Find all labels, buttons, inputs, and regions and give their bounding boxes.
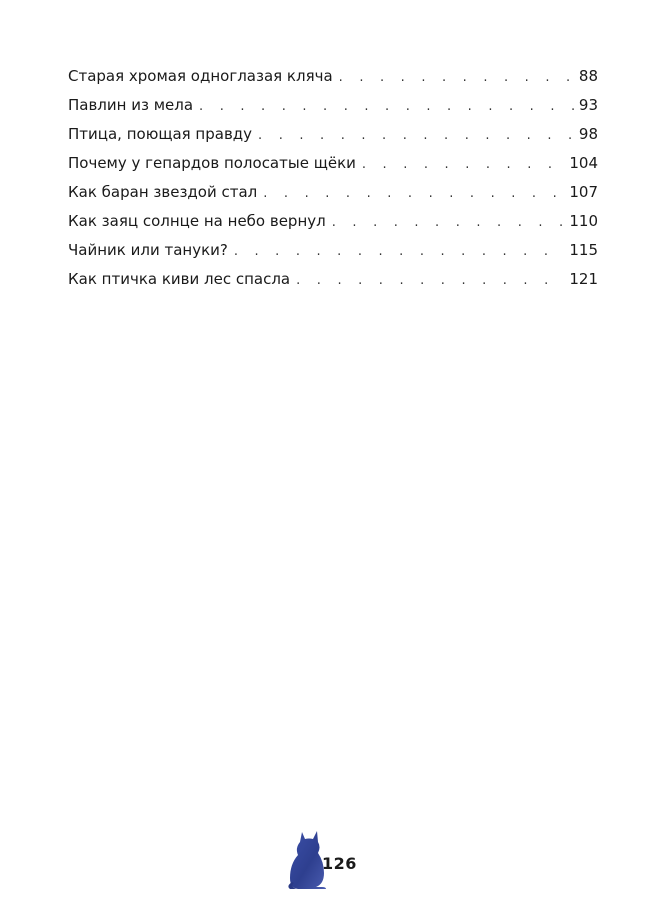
page-number: 126 [322, 854, 357, 873]
toc-dot-leader [199, 92, 575, 121]
toc-dot-leader [296, 266, 565, 295]
toc-dot-leader [263, 179, 565, 208]
toc-entry [68, 207, 598, 236]
toc-entry [68, 91, 598, 120]
toc-dot-leader [234, 237, 566, 266]
toc-entry-page: 110 [569, 212, 598, 230]
toc-entry-page: 107 [569, 183, 598, 201]
toc-entry-page: 88 [578, 67, 598, 85]
toc-entry [68, 265, 598, 294]
toc-entry-title: Павлин из мела [68, 96, 194, 114]
toc-entry [68, 178, 598, 207]
toc-dot-leader [332, 208, 566, 237]
toc-entry-title: Как баран звездой стал [68, 183, 258, 201]
toc-entry-page: 98 [578, 125, 598, 143]
toc-entry [68, 120, 598, 149]
toc-entry-title: Чайник или тануки? [68, 241, 228, 259]
toc-entry-page: 115 [569, 241, 598, 259]
toc-entry-title: Как заяц солнце на небо вернул [68, 212, 326, 230]
toc-dot-leader [339, 63, 575, 92]
toc-entry-title: Как птичка киви лес спасла [68, 270, 291, 288]
toc-dot-leader [362, 150, 565, 179]
toc-entry [68, 62, 598, 91]
toc-entry-title: Птица, поющая правду [68, 125, 253, 143]
toc-entry-page: 104 [569, 154, 598, 172]
toc-entry-page: 93 [578, 96, 598, 114]
toc-entry [68, 149, 598, 178]
toc-entry-page: 121 [569, 270, 598, 288]
toc-entry-title: Почему у гепардов полосатые щёки [68, 154, 356, 172]
toc-dot-leader [258, 121, 575, 150]
page-footer [284, 828, 374, 890]
toc-entry-title: Старая хромая одноглазая кляча [68, 67, 333, 85]
table-of-contents [68, 62, 598, 294]
toc-entry [68, 236, 598, 265]
